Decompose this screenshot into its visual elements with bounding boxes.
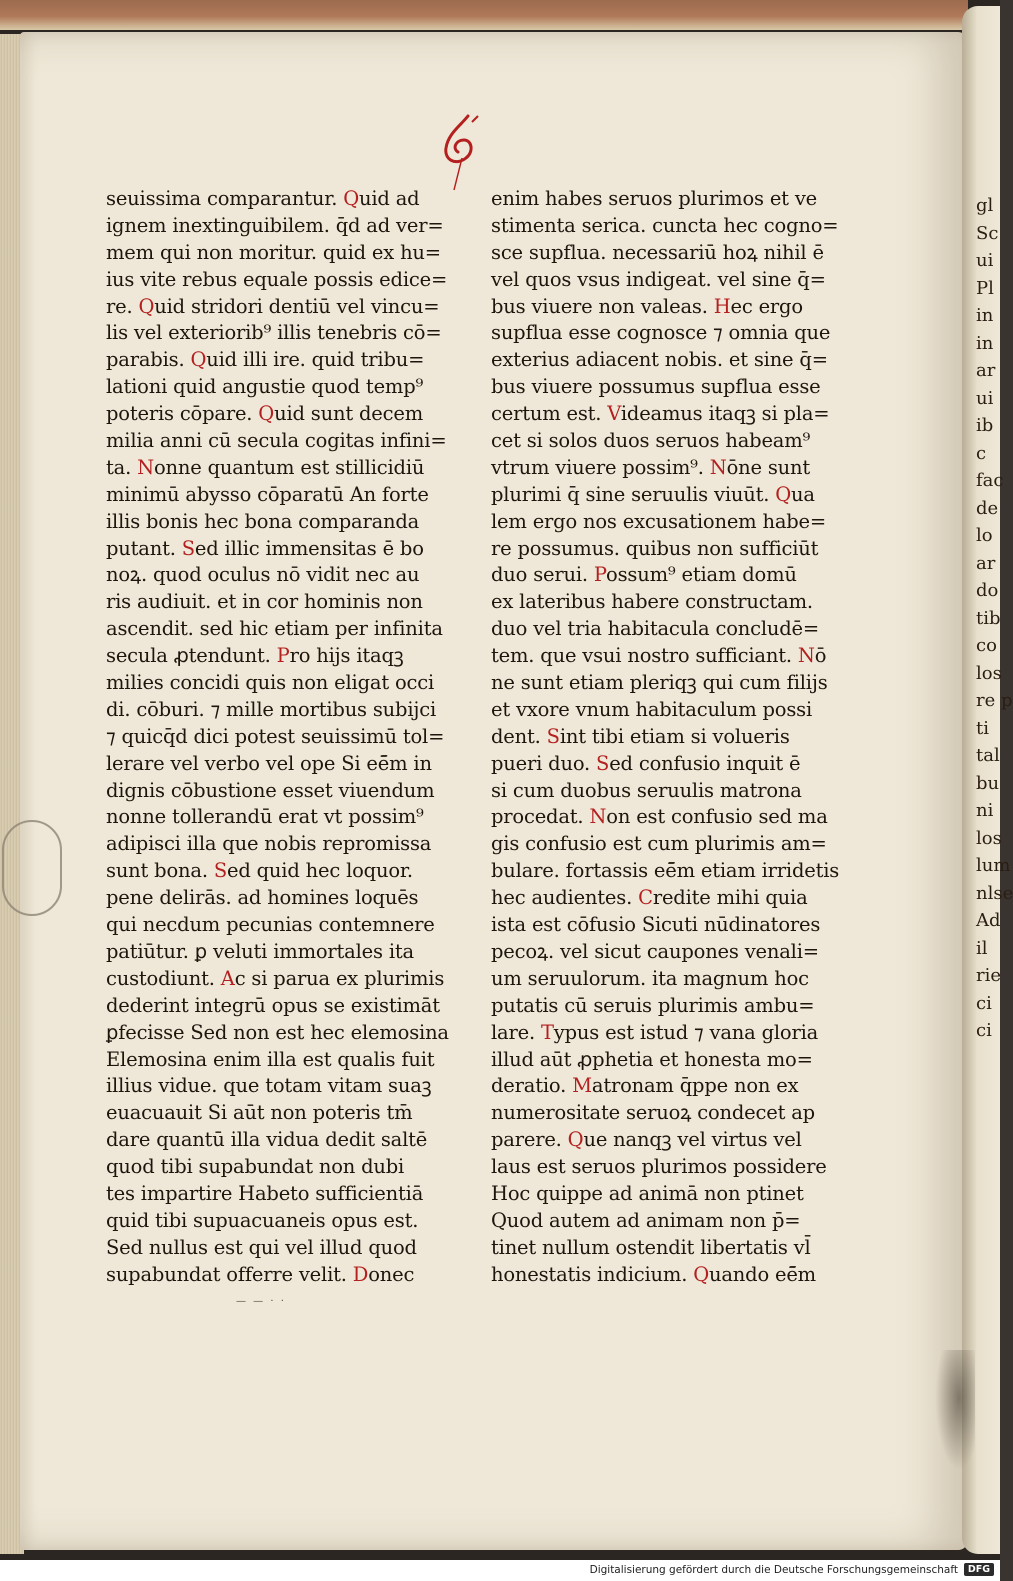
right-column-line: vtrum viuere possim⁹. Nōne sunt (491, 455, 811, 479)
right-column-line: vel quos vsus indigeat. vel sine q= (491, 267, 826, 291)
right-column-line: certum est. Videamus itaqꝫ si pla= (491, 402, 830, 426)
right-column-line: ne sunt etiam pleriqꝫ qui cum filijs (491, 671, 828, 695)
right-column-line: lare. Typus est istud ⁊ vana gloria (491, 1020, 819, 1044)
left-column-line: patiūtur. ꝑ veluti immortales ita (106, 939, 414, 963)
right-column-line: hec audientes. Credite mihi quia (491, 886, 808, 910)
right-column-line: procedat. Non est confusio sed ma (491, 805, 828, 829)
left-column-line: euacuauit Si aūt non poteris tm (106, 1101, 413, 1125)
right-column-line: pueri duo. Sed confusio inquit ē (491, 751, 801, 775)
right-column-line: putatis cū seruis plurimis ambu= (491, 993, 815, 1017)
right-column-line: dent. Sint tibi etiam si volueris (491, 724, 790, 748)
left-column-line: dederint integrū opus se existimāt (106, 993, 440, 1017)
right-column-line: parere. Que nanqꝫ vel virtus vel (491, 1128, 802, 1152)
left-column-line: dare quantū illa vidua dedit saltē (106, 1128, 428, 1152)
left-column-line: quod tibi supabundat non dubi (106, 1155, 405, 1179)
right-column-line: pecoꝝ. vel sicut caupones venali= (491, 939, 819, 963)
right-column-line: Hoc quippe ad animā non ptinet (491, 1181, 804, 1205)
paper-stain (935, 1350, 975, 1470)
text-column-left (106, 186, 451, 1289)
left-column-line: secula ꝓtendunt. Pro hijs itaqꝫ (106, 644, 404, 668)
text-column-right (491, 186, 846, 1289)
right-column-line: bus viuere non valeas. Hec ergo (491, 294, 803, 318)
right-column-line: sce supflua. necessariū hoꝝ nihil ē (491, 240, 824, 264)
right-column-line: enim habes seruos plurimos et ve (491, 187, 817, 210)
left-column-line: re. Quid stridori dentiū vel vincu= (106, 294, 440, 318)
left-column-line: milies concidi quis non eligat occi (106, 671, 435, 695)
left-column-line: pene delirās. ad homines loquēs (106, 886, 419, 910)
digitization-footer (0, 1560, 1000, 1581)
right-column-line: exterius adiacent nobis. et sine q= (491, 348, 828, 372)
right-column-line: stimenta serica. cuncta hec cogno= (491, 213, 839, 237)
left-column-line: tes impartire Habeto sufficientiā (106, 1181, 424, 1205)
left-column-line: seuissima comparantur. Quid ad (106, 187, 420, 210)
funding-credit: Digitalisierung gefördert durch die Deutsche Forschungsgemeinschaft (589, 1564, 958, 1576)
left-column-line: milia anni cū secula cogitas infini= (106, 429, 447, 453)
right-column-line: honestatis indicium. Quando eēm (491, 1262, 816, 1286)
left-column-line: mem qui non moritur. quid ex hu= (106, 240, 441, 264)
left-column-line: quid tibi supuacuaneis opus est. (106, 1208, 419, 1232)
right-column-line: ista est cōfusio Sicuti nūdinatores (491, 913, 821, 937)
right-column-line: bulare. fortassis eēm etiam irridetis (491, 859, 840, 883)
dfg-logo: DFG (964, 1563, 994, 1576)
left-column-line: ius vite rebus equale possis edice= (106, 267, 448, 291)
right-column-line: illud aūt ꝓphetia et honesta mo= (491, 1047, 813, 1071)
right-column-line: ex lateribus habere constructam. (491, 590, 813, 614)
right-column-line: duo vel tria habitacula concludē= (491, 617, 820, 641)
right-column-line: re possumus. quibus non sufficiūt (491, 536, 819, 560)
right-column-line: tinet nullum ostendit libertatis vl (491, 1235, 811, 1259)
left-column-line: lerare vel verbo vel ope Si eēm in (106, 751, 432, 775)
left-column-line: ignem inextinguibilem. qd ad ver= (106, 213, 444, 237)
right-column-line: gis confusio est cum plurimis am= (491, 832, 827, 856)
book-top-edge (0, 0, 968, 30)
left-column-line: Sed nullus est qui vel illud quod (106, 1235, 417, 1259)
right-column-line: si cum duobus seruulis matrona (491, 778, 802, 802)
recto-text-fragments: gl Sc ui Pl in in ar ui ib c fac de lo ar do tib co los re p ti tal bu ni los lum nlse Ad il rie ci ci (976, 195, 1013, 1041)
right-column-line: plurimi q sine seruulis viuūt. Qua (491, 482, 815, 506)
left-column-line: noꝝ. quod oculus nō vidit nec au (106, 563, 420, 587)
left-column-line: ta. Nonne quantum est stillicidiū (106, 455, 425, 479)
right-column-line: deratio. Matronam qppe non ex (491, 1074, 799, 1098)
left-column-line: minimū abysso cōparatū An forte (106, 482, 429, 506)
catchword-marks: — — · · (236, 1296, 286, 1307)
left-column-line: lationi quid angustie quod temp⁹ (106, 375, 424, 399)
right-column-line: bus viuere possumus supflua esse (491, 375, 821, 399)
left-column-line: parabis. Quid illi ire. quid tribu= (106, 348, 425, 372)
left-column-line: ascendit. sed hic etiam per infinita (106, 617, 443, 641)
right-column-line: tem. que vsui nostro sufficiant. Nō (491, 644, 827, 668)
right-column-line: et vxore vnum habitaculum possi (491, 697, 813, 721)
right-column-line: lem ergo nos excusationem habe= (491, 509, 827, 533)
quire-mark (438, 112, 488, 192)
right-column-line: laus est seruos plurimos possidere (491, 1155, 827, 1179)
left-column-line: ꝑfecisse Sed non est hec elemosina (106, 1020, 449, 1044)
left-column-line: nonne tollerandū erat vt possim⁹ (106, 805, 424, 829)
left-column-line: qui necdum pecunias contemnere (106, 913, 435, 937)
right-column-line: supflua esse cognosce ⁊ omnia que (491, 321, 831, 345)
clasp-mark (2, 820, 62, 916)
left-column-line: lis vel exteriorib⁹ illis tenebris cō= (106, 321, 442, 345)
left-column-line: illius vidue. que totam vitam suaꝫ (106, 1074, 432, 1098)
left-column-line: sunt bona. Sed quid hec loquor. (106, 859, 413, 883)
right-column-line: numerositate seruoꝝ condecet ap (491, 1101, 815, 1125)
left-column-line: ris audiuit. et in cor hominis non (106, 590, 423, 614)
left-column-line: putant. Sed illic immensitas ē bo (106, 536, 424, 560)
left-column-line: ⁊ quicqd dici potest seuissimū tol= (106, 724, 445, 748)
left-column-line: supabundat offerre velit. Donec (106, 1262, 415, 1286)
left-column-line: illis bonis hec bona comparanda (106, 509, 420, 533)
right-column-line: um seruulorum. ita magnum hoc (491, 966, 809, 990)
left-column-line: adipisci illa que nobis repromissa (106, 832, 432, 856)
left-column-line: custodiunt. Ac si parua ex plurimis (106, 966, 445, 990)
right-column-line: Quod autem ad animam non p= (491, 1208, 801, 1232)
left-column-line: di. cōburi. ⁊ mille mortibus subijci (106, 697, 437, 721)
right-column-line: cet si solos duos seruos habeam⁹ (491, 429, 811, 453)
right-column-line: duo serui. Possum⁹ etiam domū (491, 563, 797, 587)
left-column-line: dignis cōbustione esset viuendum (106, 778, 435, 802)
recto-page-edge (962, 6, 1013, 1554)
left-column-line: poteris cōpare. Quid sunt decem (106, 402, 423, 426)
left-column-line: Elemosina enim illa est qualis fuit (106, 1047, 435, 1071)
quire-mark-letter: d (438, 112, 439, 113)
